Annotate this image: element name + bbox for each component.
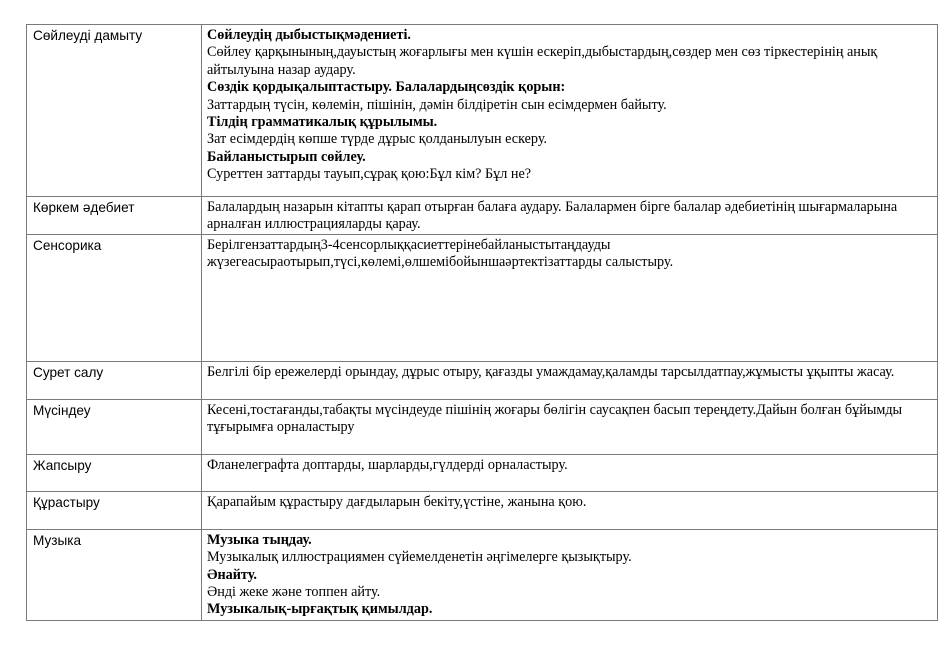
content-cell [202,529,938,620]
text-line: Кесені,тостағанды,табақты мүсіндеуде пішінің жоғары бөлігін саусақпен басып тереңдету.Дайын болған бұйымды тұғырымға орналастыру [207,401,903,436]
content-cell [202,234,938,361]
table-row [27,197,938,235]
text-line: Зат есімдердің көпше түрде дұрыс қолданылуын ескеру. [207,131,548,148]
heading-line: Сөздік қордықалыптастыру. Балалардыңсөздік қорын: [207,79,566,96]
table-row [27,399,938,454]
heading-line: Тілдің грамматикалық құрылымы. [207,114,438,131]
table-row [27,234,938,361]
table-row [27,529,938,620]
heading-line: Музыкалық-ырғақтық қимылдар. [207,601,433,618]
text-line: Әнді жеке және топпен айту. [207,584,381,601]
text-line: Балалардың назарын кітапты қарап отырған балаға аудару. Балалармен бірге балалар әдебиетінің шығармаларына арналған иллюстрацияларды қарау. [207,199,898,233]
table-row [27,454,938,491]
subject-cell: Сурет салу [27,361,202,399]
text-line: Музыкалық иллюстрациямен сүйемелденетін әңгімелерге қызықтыру. [207,549,632,566]
subject-cell: Музыка [27,529,202,620]
heading-line: Байланыстырып сөйлеу. [207,148,366,165]
text-line: Сөйлеу қарқынының,дауыстың жоғарлығы мен күшін ескеріп,дыбыстардың,сөздер мен сөз тіркестерінің анық айтылуына назар аудару. [207,44,878,78]
content-cell [202,361,938,399]
subject-cell: Сенсорика [27,234,202,361]
subject-cell: Мүсіндеу [27,399,202,454]
table-row [27,361,938,399]
heading-line: Әнайту. [207,566,257,583]
content-cell [202,25,938,197]
subject-cell: Құрастыру [27,491,202,529]
text-line: Фланелеграфта доптарды, шарларды,гүлдерді орналастыру. [207,456,568,473]
text-line: Суреттен заттарды тауып,сұрақ қою:Бұл кім? Бұл не? [207,166,532,183]
subject-cell: Сөйлеуді дамыту [27,25,202,197]
table-row [27,25,938,197]
subject-cell: Көркем әдебиет [27,197,202,235]
content-cell [202,491,938,529]
text-line: Қарапайым құрастыру дағдыларын бекіту,үстіне, жанына қою. [207,493,587,510]
heading-line: Сөйлеудің дыбыстықмәдениеті. [207,27,411,43]
content-cell [202,454,938,491]
content-cell [202,197,938,235]
subject-cell: Жапсыру [27,454,202,491]
content-cell [202,399,938,454]
text-line: Белгілі бір ережелерді орындау, дұрыс отыру, қағазды умаждамау,қаламды тарсылдатпау,жұмысты ұқыпты жасау. [207,363,895,380]
heading-line: Музыка тыңдау. [207,531,312,548]
table-row [27,491,938,529]
curriculum-table [26,24,938,621]
text-line: Заттардың түсін, көлемін, пішінін, дәмін білдіретін сын есімдермен байыту. [207,96,667,113]
text-line: Берілгензаттардың3-4сенсорлыққасиеттерінебайланыстытаңдауды жүзегеасыраотырып,түсі,көлемі,өлшемібойыншаәртектізаттарды салыстыру. [207,236,674,271]
